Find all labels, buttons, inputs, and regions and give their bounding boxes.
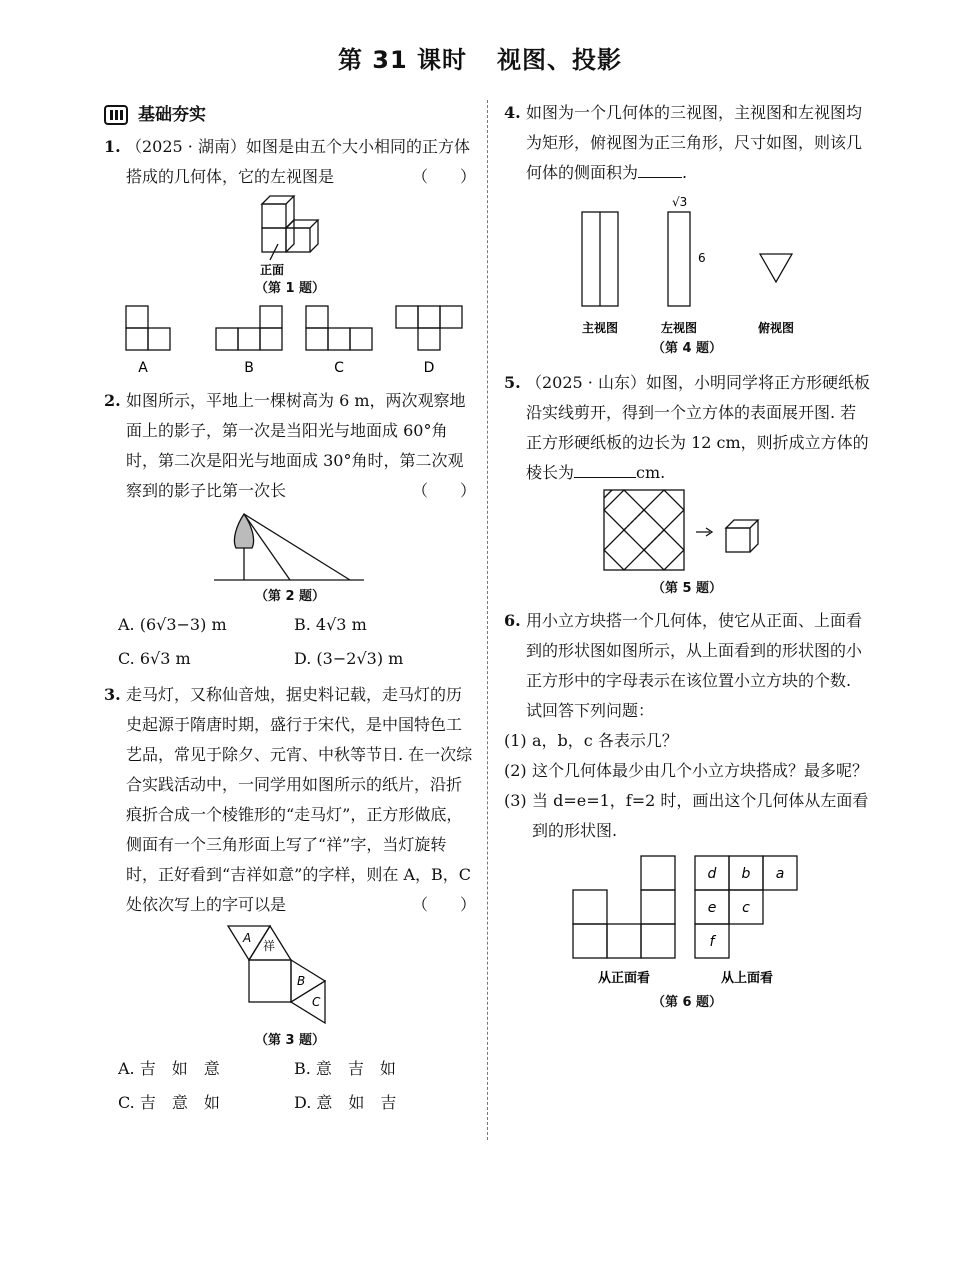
figure-caption: （第 3 题） bbox=[254, 1033, 326, 1048]
q3-options bbox=[104, 1052, 476, 1120]
sub-question-3: (3) 当 d=e=1，f=2 时，画出这个几何体从左面看到的形状图. bbox=[504, 791, 869, 840]
question-text: 走马灯，又称仙音烛，据史料记载，走马灯的历史起源于隋唐时期，盛行于宋代，是中国特色工艺品，常见于除夕、元宵、中秋等节日. 在一次综合实践活动中，一同学用如图所示的纸片，沿折痕折合成一个棱锥形的“走马灯”，正方形做底，侧面有一个三角形面上写了“祥”字，当灯旋转时，正好看到“吉祥如意”的字样，则在 A，B，C 处依次写上的字可以是 bbox=[126, 685, 473, 914]
q3-lantern-net-figure bbox=[225, 920, 355, 1030]
front-label: 正面 bbox=[260, 263, 285, 277]
question-number: 3. bbox=[104, 685, 121, 704]
left-column bbox=[104, 98, 476, 1120]
section-label: 基础夯实 bbox=[138, 105, 206, 125]
figure-caption: （第 5 题） bbox=[651, 581, 723, 596]
question-text: 如图所示，平地上一棵树高为 6 m，两次观察地面上的影子，第一次是当阳光与地面成 60°角时，第二次是阳光与地面成 30°角时，第二次观察到的影子比第一次长 bbox=[126, 391, 466, 500]
q2-options bbox=[104, 608, 476, 676]
view-label: 俯视图 bbox=[757, 321, 795, 335]
q2-tree-shadow-figure bbox=[210, 506, 370, 586]
question-number: 2. bbox=[104, 391, 121, 410]
view-label: 左视图 bbox=[660, 321, 698, 335]
view-label-top: 从上面看 bbox=[720, 971, 774, 986]
dimension-top: √3 bbox=[672, 195, 688, 209]
grid-letter-d: d bbox=[707, 866, 717, 882]
question-5 bbox=[504, 368, 870, 488]
question-4 bbox=[504, 98, 870, 188]
q5-cube-net-figure bbox=[602, 488, 772, 578]
unit-label: cm. bbox=[636, 463, 666, 482]
answer-blank[interactable] bbox=[638, 159, 682, 178]
answer-blank[interactable] bbox=[574, 459, 636, 478]
answer-bracket: （ ） bbox=[411, 895, 476, 914]
net-label-xiang: 祥 bbox=[263, 939, 276, 953]
q1-solid-figure bbox=[230, 192, 350, 278]
section-header bbox=[104, 98, 476, 132]
sub-question-1: (1) a，b，c 各表示几？ bbox=[504, 731, 678, 750]
question-3 bbox=[104, 680, 476, 920]
question-number: 6. bbox=[504, 611, 521, 630]
option-d: D. (3−2√3) m bbox=[294, 649, 404, 668]
question-text: 用小立方块搭一个几何体，使它从正面、上面看到的形状图如图所示，从上面看到的形状图的小正方形中的字母表示在该位置小立方块的个数. 试回答下列问题： bbox=[526, 611, 863, 720]
q1-options-figure bbox=[110, 300, 470, 380]
figure-caption: （第 2 题） bbox=[254, 589, 326, 604]
net-label-b: B bbox=[297, 974, 306, 988]
lesson-topic: 视图、投影 bbox=[497, 46, 623, 74]
question-end: . bbox=[682, 163, 688, 182]
question-text: （2025 · 湖南）如图是由五个大小相同的正方体搭成的几何体，它的左视图是 bbox=[126, 137, 470, 186]
question-6 bbox=[504, 606, 870, 726]
grid-letter-c: c bbox=[742, 900, 750, 916]
option-b: B. 意 吉 如 bbox=[294, 1059, 396, 1078]
option-label: B bbox=[244, 360, 254, 376]
option-label: C bbox=[334, 360, 344, 376]
view-label: 主视图 bbox=[581, 321, 619, 335]
option-a: A. (6√3−3) m bbox=[118, 615, 227, 634]
q6-views-figure bbox=[567, 852, 807, 992]
option-c: C. 吉 意 如 bbox=[118, 1093, 220, 1112]
option-label: A bbox=[138, 360, 148, 376]
page-title bbox=[0, 40, 960, 75]
grid-letter-f: f bbox=[709, 934, 715, 950]
column-divider bbox=[487, 100, 488, 1140]
option-d: D. 意 如 吉 bbox=[294, 1093, 397, 1112]
answer-bracket: （ ） bbox=[411, 167, 476, 186]
question-number: 4. bbox=[504, 103, 521, 122]
lesson-number: 第 31 课时 bbox=[337, 46, 468, 74]
question-number: 5. bbox=[504, 373, 521, 392]
figure-caption: （第 4 题） bbox=[651, 341, 723, 356]
option-c: C. 6√3 m bbox=[118, 649, 191, 668]
dimension-side: 6 bbox=[698, 251, 706, 265]
question-1 bbox=[104, 132, 476, 192]
grid-letter-a: a bbox=[775, 866, 785, 882]
option-a: A. 吉 如 意 bbox=[118, 1059, 220, 1078]
grid-letter-e: e bbox=[707, 900, 717, 916]
option-label: D bbox=[423, 360, 435, 376]
q4-three-views-figure bbox=[542, 188, 832, 338]
question-text: 如图为一个几何体的三视图，主视图和左视图均为矩形，俯视图为正三角形，尺寸如图，则该几何体的侧面积为 bbox=[526, 103, 863, 182]
section-book-icon bbox=[104, 105, 128, 125]
grid-letter-b: b bbox=[741, 866, 751, 882]
figure-caption: （第 6 题） bbox=[651, 995, 723, 1010]
figure-caption: （第 1 题） bbox=[254, 281, 326, 296]
option-b: B. 4√3 m bbox=[294, 615, 367, 634]
question-2 bbox=[104, 386, 476, 506]
question-text: （2025 · 山东）如图，小明同学将正方形硬纸板沿实线剪开，得到一个立方体的表面展开图. 若正方形硬纸板的边长为 12 cm，则折成立方体的棱长为 bbox=[526, 373, 870, 482]
net-label-a: A bbox=[243, 931, 252, 945]
net-label-c: C bbox=[312, 995, 321, 1009]
right-column bbox=[504, 98, 870, 1014]
sub-question-2: (2) 这个几何体最少由几个小立方块搭成？最多呢？ bbox=[504, 761, 869, 780]
answer-bracket: （ ） bbox=[411, 481, 476, 500]
question-number: 1. bbox=[104, 137, 121, 156]
view-label-front: 从正面看 bbox=[597, 971, 651, 986]
